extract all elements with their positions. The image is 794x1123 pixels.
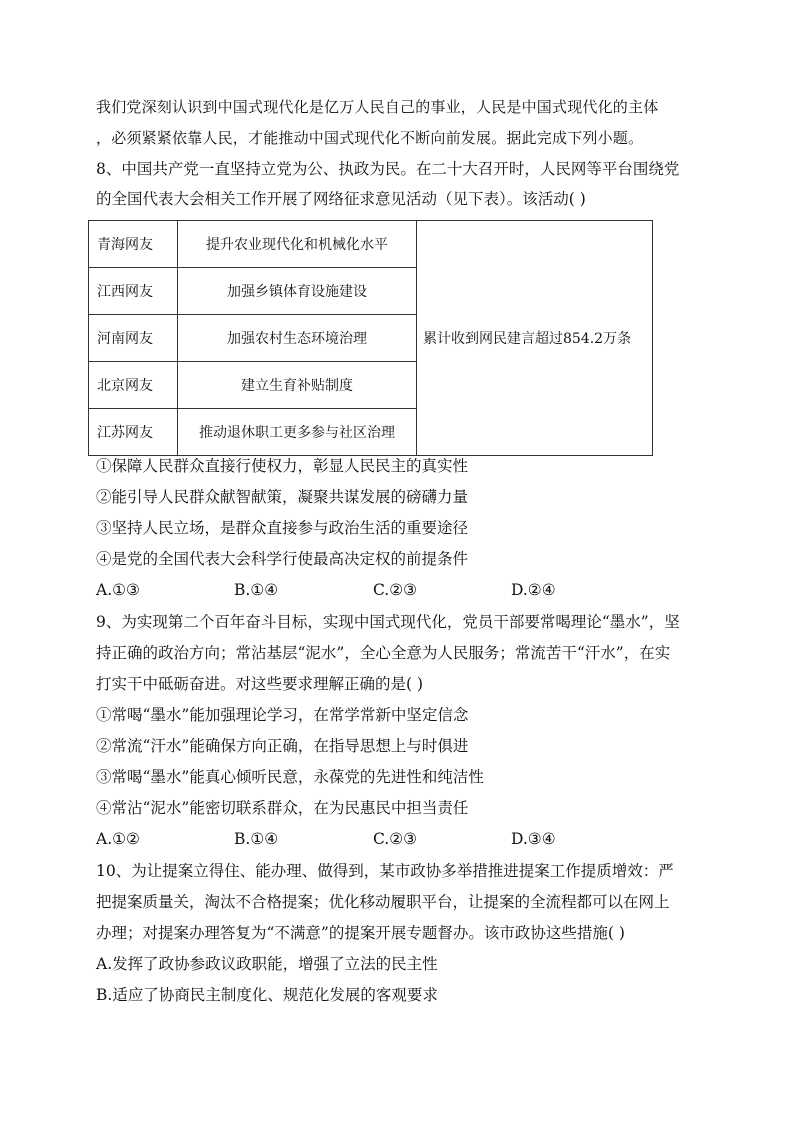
netizen-cell: 北京网友 [89, 362, 178, 409]
q8-statement-1: ①保障人民群众直接行使权力，彰显人民民主的真实性 [96, 457, 469, 475]
summary-cell: 累计收到网民建言超过854.2万条 [417, 221, 653, 456]
suggestion-cell: 建立生育补贴制度 [178, 362, 417, 409]
q9-statement-1: ①常喝“墨水”能加强理论学习，在常学常新中坚定信念 [96, 706, 469, 724]
q8-option-a[interactable]: A.①③ [96, 581, 140, 599]
suggestion-cell: 加强乡镇体育设施建设 [178, 268, 417, 315]
q8-options [96, 579, 656, 601]
netizen-cell: 江西网友 [89, 268, 178, 315]
netizen-cell: 河南网友 [89, 315, 178, 362]
suggestion-cell: 提升农业现代化和机械化水平 [178, 221, 417, 268]
q10-option-b[interactable]: B.适应了协商民主制度化、规范化发展的客观要求 [96, 986, 438, 1004]
q9-stem-line-3: 打实干中砥砺奋进。对这些要求理解正确的是( ) [96, 675, 424, 693]
q8-statement-2: ②能引导人民群众献智献策，凝聚共谋发展的磅礴力量 [96, 488, 469, 506]
q8-statement-3: ③坚持人民立场，是群众直接参与政治生活的重要途径 [96, 519, 469, 537]
intro-line-2: ，必须紧紧依靠人民，才能推动中国式现代化不断向前发展。据此完成下列小题。 [96, 129, 644, 147]
q10-stem-line-3: 办理；对提案办理答复为“不满意”的提案开展专题督办。该市政协这些措施( ) [96, 924, 625, 942]
q8-option-b[interactable]: B.①④ [234, 581, 279, 599]
q9-option-b[interactable]: B.①④ [234, 830, 279, 848]
netizen-cell: 青海网友 [89, 221, 178, 268]
q9-option-c[interactable]: C.②③ [373, 830, 418, 848]
q9-stem-line-2: 持正确的政治方向；常沾基层“泥水”，全心全意为人民服务；常流苦干“汗水”，在实 [96, 644, 671, 662]
q10-stem-line-1: 10、为让提案立得住、能办理、做得到，某市政协多举措推进提案工作提质增效：严 [96, 862, 674, 880]
q9-stem-line-1: 9、为实现第二个百年奋斗目标，实现中国式现代化，党员干部要常喝理论“墨水”，坚 [96, 613, 680, 631]
q9-statement-4: ④常沾“泥水”能密切联系群众，在为民惠民中担当责任 [96, 799, 469, 817]
suggestion-cell: 推动退休职工更多参与社区治理 [178, 409, 417, 456]
q9-statement-3: ③常喝“墨水”能真心倾听民意，永葆党的先进性和纯洁性 [96, 768, 484, 786]
netizen-cell: 江苏网友 [89, 409, 178, 456]
suggestion-table [88, 220, 653, 456]
q8-stem-line-1: 8、中国共产党一直坚持立党为公、执政为民。在二十大召开时，人民网等平台围绕党 [96, 160, 680, 178]
q10-stem-line-2: 把提案质量关，淘汰不合格提案；优化移动履职平台，让提案的全流程都可以在网上 [96, 893, 670, 911]
q9-options [96, 828, 656, 850]
q9-option-a[interactable]: A.①② [96, 830, 140, 848]
q10-option-a[interactable]: A.发挥了政协参政议政职能，增强了立法的民主性 [96, 955, 438, 973]
q8-option-d[interactable]: D.②④ [511, 581, 556, 599]
table-row [89, 221, 653, 268]
q8-statement-4: ④是党的全国代表大会科学行使最高决定权的前提条件 [96, 550, 469, 568]
q9-statement-2: ②常流“汗水”能确保方向正确，在指导思想上与时俱进 [96, 737, 469, 755]
q8-stem-line-2: 的全国代表大会相关工作开展了网络征求意见活动（见下表）。该活动( ) [96, 190, 586, 208]
suggestion-cell: 加强农村生态环境治理 [178, 315, 417, 362]
q8-option-c[interactable]: C.②③ [373, 581, 418, 599]
intro-line-1: 我们党深刻认识到中国式现代化是亿万人民自己的事业，人民是中国式现代化的主体 [96, 98, 659, 116]
q9-option-d[interactable]: D.③④ [511, 830, 556, 848]
